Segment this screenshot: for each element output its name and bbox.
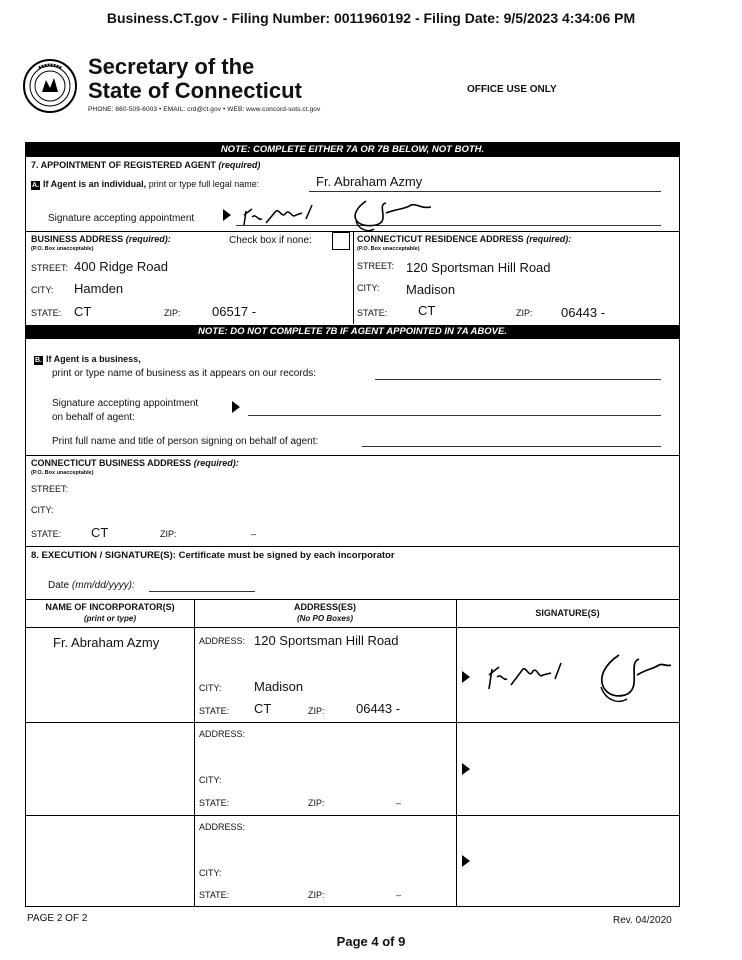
biz-state-label: STATE: — [31, 308, 62, 318]
res-state-label: STATE: — [357, 308, 388, 318]
ct-res-text: CONNECTICUT RESIDENCE ADDRESS — [357, 234, 524, 244]
row3-state-label: STATE: — [199, 890, 230, 900]
state-seal-icon — [22, 58, 78, 114]
a-label-bold: If Agent is an individual, — [43, 179, 147, 189]
res-street-label: STREET: — [357, 261, 395, 271]
registration-form — [25, 142, 680, 907]
none-checkbox[interactable] — [332, 232, 350, 250]
agency-contact: PHONE: 860-509-6003 • EMAIL: crd@ct.gov • WEB: www.concord-sots.ct.gov — [88, 106, 321, 113]
ct-biz-city-label: CITY: — [31, 505, 54, 515]
ct-biz-state-label: STATE: — [31, 529, 62, 539]
date-label-text: Date — [48, 580, 70, 591]
divider-vertical — [456, 599, 457, 907]
divider — [26, 455, 679, 456]
row2-city-label: CITY: — [199, 775, 222, 785]
agent-business-label — [34, 354, 141, 365]
col-address-header: ADDRESS(ES) — [293, 602, 356, 612]
row-zip-label: ZIP: — [308, 706, 325, 716]
biz-addr-text: BUSINESS ADDRESS — [31, 234, 124, 244]
biz-street-label: STREET: — [31, 263, 69, 273]
divider — [26, 599, 679, 600]
row2-zip-dash: – — [396, 798, 402, 808]
arrow-icon — [223, 209, 231, 221]
po-box-note-biz: (P.O. Box unacceptable) — [31, 470, 94, 476]
ct-biz-zip-dash: – — [251, 529, 257, 539]
agent-signature-image — [236, 195, 436, 235]
business-name-line — [375, 379, 661, 380]
row2-zip-label: ZIP: — [308, 798, 325, 808]
res-city-label: CITY: — [357, 283, 380, 293]
row3-address-label: ADDRESS: — [199, 822, 246, 832]
res-state-value[interactable]: CT — [418, 303, 436, 318]
ct-res-required: (required): — [526, 234, 572, 244]
divider — [26, 546, 679, 547]
row-city-value[interactable]: Madison — [254, 679, 304, 694]
incorporator-signature-image — [481, 649, 671, 709]
agent-name-line — [309, 191, 661, 192]
row-state-value[interactable]: CT — [254, 701, 272, 716]
po-box-note-res: (P.O. Box unacceptable) — [357, 246, 420, 252]
biz-city-value[interactable]: Hamden — [74, 281, 124, 296]
col-name-sub: (print or type) — [84, 614, 136, 623]
biz-addr-required: (required): — [125, 234, 171, 244]
col-name-header: NAME OF INCORPORATOR(S) — [45, 602, 175, 612]
arrow-icon — [462, 763, 470, 775]
section8-heading-text: 8. EXECUTION / SIGNATURE(S): — [31, 550, 176, 561]
biz-city-label: CITY: — [31, 285, 54, 295]
res-zip-value[interactable]: 06443 - — [561, 305, 606, 320]
title-line-1: Secretary of the — [88, 54, 255, 79]
row3-zip-label: ZIP: — [308, 890, 325, 900]
b-print-name-label: Print full name and title of person signing on behalf of agent: — [52, 436, 319, 447]
divider-vertical — [194, 599, 195, 907]
title-line-2: State of Connecticut — [88, 78, 302, 103]
b-badge: B. — [35, 357, 42, 364]
arrow-icon — [462, 855, 470, 867]
date-format: (mm/dd/yyyy): — [71, 580, 135, 591]
footer-page-label: PAGE 2 OF 2 — [27, 913, 88, 924]
b-label-bold: If Agent is a business, — [46, 354, 141, 364]
note-middle: NOTE: DO NOT COMPLETE 7B IF AGENT APPOINTED IN 7A ABOVE. — [26, 325, 679, 339]
section7-heading — [31, 160, 260, 170]
incorporator-name[interactable]: Fr. Abraham Azmy — [53, 635, 160, 650]
row2-state-label: STATE: — [199, 798, 230, 808]
row3-zip-dash: – — [396, 890, 402, 900]
signature-label: Signature accepting appointment — [48, 213, 195, 224]
office-use-label: OFFICE USE ONLY — [467, 84, 557, 95]
date-line — [149, 591, 255, 592]
b-print-name-line — [362, 446, 661, 447]
arrow-icon — [462, 671, 470, 683]
ct-business-address-label — [31, 458, 239, 468]
b-sig-label-1: Signature accepting appointment — [52, 398, 199, 409]
filing-header: Business.CT.gov - Filing Number: 0011960192 - Filing Date: 9/5/2023 4:34:06 PM — [106, 10, 636, 26]
ct-residence-label — [357, 234, 571, 244]
biz-state-value[interactable]: CT — [74, 304, 92, 319]
agent-name-value[interactable]: Fr. Abraham Azmy — [316, 174, 423, 189]
section7-required: (required) — [218, 160, 261, 170]
row-zip-value[interactable]: 06443 - — [356, 701, 401, 716]
row-state-label: STATE: — [199, 706, 230, 716]
divider — [26, 815, 679, 816]
biz-zip-value[interactable]: 06517 - — [212, 304, 257, 319]
biz-zip-label: ZIP: — [164, 308, 181, 318]
business-address-label — [31, 234, 171, 244]
section8-heading-rest: Certificate must be signed by each incorporator — [175, 550, 395, 561]
divider — [26, 627, 679, 628]
section8-heading — [31, 550, 395, 561]
ct-biz-zip-label: ZIP: — [160, 529, 177, 539]
a-label-rest: print or type full legal name: — [146, 179, 260, 189]
business-name-label: print or type name of business as it appears on our records: — [52, 368, 317, 379]
res-city-value[interactable]: Madison — [406, 282, 456, 297]
col-address-sub: (No PO Boxes) — [296, 614, 353, 623]
divider-vertical — [353, 231, 354, 324]
ct-biz-state-value[interactable]: CT — [91, 525, 109, 540]
footer-revision: Rev. 04/2020 — [613, 915, 672, 926]
res-zip-label: ZIP: — [516, 308, 533, 318]
arrow-icon — [232, 401, 240, 413]
agent-individual-label — [31, 179, 259, 190]
ct-biz-text: CONNECTICUT BUSINESS ADDRESS — [31, 458, 192, 468]
b-signature-line — [248, 415, 661, 416]
note-top: NOTE: COMPLETE EITHER 7A OR 7B BELOW, NOT BOTH. — [26, 143, 679, 157]
col-signature-header: SIGNATURE(S) — [535, 608, 600, 618]
b-sig-label-2: on behalf of agent: — [52, 412, 135, 423]
row-city-label: CITY: — [199, 683, 222, 693]
row3-city-label: CITY: — [199, 868, 222, 878]
divider — [26, 722, 679, 723]
date-label — [48, 580, 135, 591]
po-box-note: (P.O. Box unacceptable) — [31, 246, 94, 252]
biz-street-value[interactable]: 400 Ridge Road — [74, 259, 168, 274]
row-street-value[interactable]: 120 Sportsman Hill Road — [254, 633, 399, 648]
section7-heading-text: 7. APPOINTMENT OF REGISTERED AGENT — [31, 160, 216, 170]
check-box-label: Check box if none: — [229, 235, 312, 246]
agency-title — [88, 55, 302, 103]
ct-biz-required: (required): — [193, 458, 239, 468]
ct-biz-street-label: STREET: — [31, 484, 69, 494]
page-number: Page 4 of 9 — [336, 934, 406, 949]
row2-address-label: ADDRESS: — [199, 729, 246, 739]
row-address-label: ADDRESS: — [199, 636, 246, 646]
res-street-value[interactable]: 120 Sportsman Hill Road — [406, 260, 551, 275]
a-badge: A. — [32, 182, 39, 189]
